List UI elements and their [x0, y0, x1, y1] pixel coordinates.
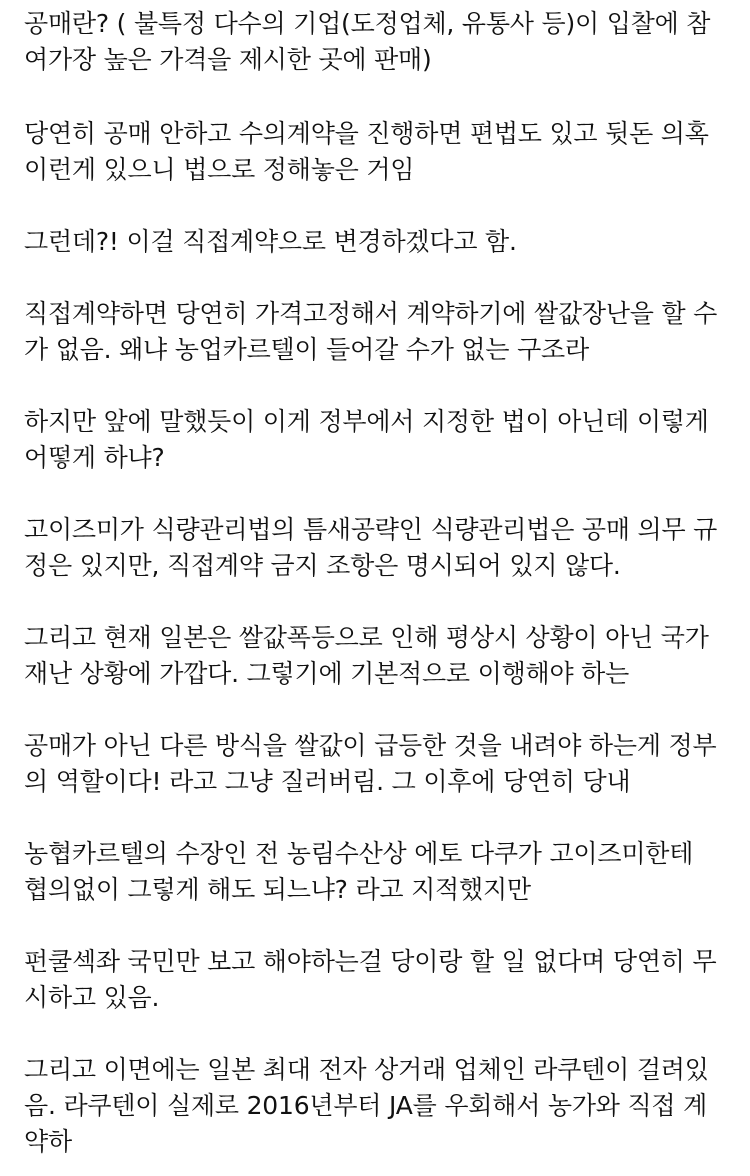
- text-line: 협의없이 그렇게 해도 되느냐? 라고 지적했지만: [24, 875, 531, 904]
- text-line: 약하: [24, 1127, 72, 1156]
- text-line: 고이즈미가 식량관리법의 틈새공략인 식량관리법은 공매 의무 규: [24, 515, 718, 544]
- paragraph-4: [24, 296, 717, 368]
- text-line: 여가장 높은 가격을 제시한 곳에 판매): [24, 45, 432, 74]
- text-line: 의 역할이다! 라고 그냥 질러버림. 그 이후에 당연히 당내: [24, 767, 631, 796]
- text-line: 직접계약하면 당연히 가격고정해서 계약하기에 쌀값장난을 할 수: [24, 299, 718, 328]
- paragraph-9: [24, 836, 693, 908]
- paragraph-2: [24, 116, 709, 188]
- text-line: 가 없음. 왜냐 농업카르텔이 들어갈 수가 없는 구조라: [24, 335, 589, 364]
- text-line: 하지만 앞에 말했듯이 이게 정부에서 지정한 법이 아닌데 이렇게: [24, 407, 709, 436]
- text-line: 그리고 현재 일본은 쌀값폭등으로 인해 평상시 상황이 아닌 국가: [24, 623, 709, 652]
- paragraph-10: [24, 944, 716, 1016]
- paragraph-3: [24, 224, 517, 260]
- text-line: 농협카르텔의 수장인 전 농림수산상 에토 다쿠가 고이즈미한테: [24, 839, 694, 868]
- text-line: 재난 상황에 가깝다. 그렇기에 기본적으로 이행해야 하는: [24, 659, 630, 688]
- paragraph-5: [24, 404, 709, 476]
- paragraph-1: [24, 6, 710, 78]
- text-line: 당연히 공매 안하고 수의계약을 진행하면 편법도 있고 뒷돈 의혹: [24, 119, 709, 148]
- text-line: 이런게 있으니 법으로 정해놓은 거임: [24, 155, 415, 184]
- text-line: 그리고 이면에는 일본 최대 전자 상거래 업체인 라쿠텐이 걸려있: [24, 1055, 709, 1084]
- paragraph-7: [24, 620, 709, 692]
- text-line: 정은 있지만, 직접계약 금지 조항은 명시되어 있지 않다.: [24, 551, 621, 580]
- text-line: 공매가 아닌 다른 방식을 쌀값이 급등한 것을 내려야 하는게 정부: [24, 731, 717, 760]
- paragraph-6: [24, 512, 717, 584]
- text-line: 펀쿨섹좌 국민만 보고 해야하는걸 당이랑 할 일 없다며 당연히 무: [24, 947, 717, 976]
- paragraph-8: [24, 728, 716, 800]
- text-line: 어떻게 하냐?: [24, 443, 165, 472]
- paragraph-11: [24, 1052, 709, 1160]
- text-line: 음. 라쿠텐이 실제로 2016년부터 JA를 우회해서 농가와 직접 계: [24, 1091, 708, 1120]
- text-line: 공매란? ( 불특정 다수의 기업(도정업체, 유통사 등)이 입찰에 참: [24, 9, 711, 38]
- text-line: 시하고 있음.: [24, 983, 160, 1012]
- text-line: 그런데?! 이걸 직접계약으로 변경하겠다고 함.: [24, 227, 517, 256]
